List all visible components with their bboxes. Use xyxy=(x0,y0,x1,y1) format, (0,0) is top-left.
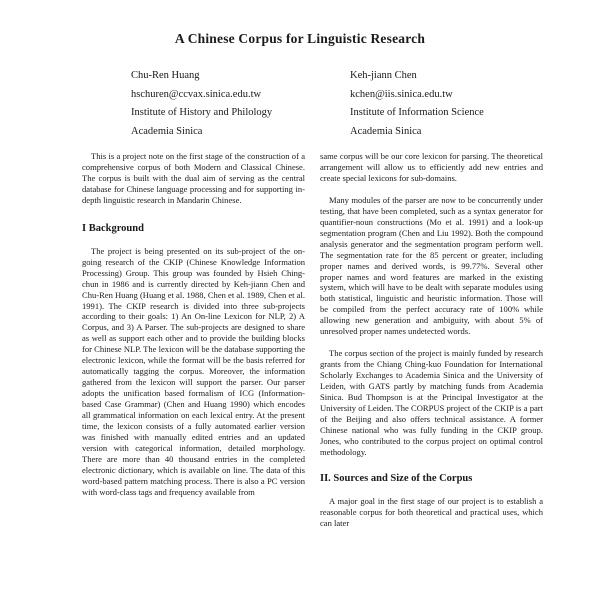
author-email: kchen@iis.sinica.edu.tw xyxy=(350,88,453,100)
author-organization: Academia Sinica xyxy=(350,126,422,138)
author-block-2 xyxy=(350,67,484,142)
funding-paragraph: The corpus section of the project is mainly funded by research grants from the Chiang Ching-kuo Foundation for International Scholarly Exchanges to Academia Sinica and the University of Leiden, with GATS partly by matching funds from Academia Sinica. Bud Thompson is at the Principal Investigator at the University of Leiden. The CORPUS project of the CKIP is a part of the Beijing and also offers technical assistance. A former Chinese national who was fully funding in the CKIP group. Jones, who contributed to the corpus project on optimal control methodology. xyxy=(320,348,543,457)
continued-paragraph: same corpus will be our core lexicon for parsing. The theoretical arrangement will allow us to efficiently add new entries and create special lexicons for sub-domains. xyxy=(320,151,543,183)
right-column xyxy=(320,151,543,540)
sources-paragraph: A major goal in the first stage of our project is to establish a reasonable corpus for both theoretical and practical uses, which can later xyxy=(320,495,543,528)
section-heading-background: I Background xyxy=(82,222,144,234)
abstract-paragraph: This is a project note on the first stage of the construction of a comprehensive corpus of both Modern and Classical Chinese. The corpus is built with the dual aim of serving as the central database for Chinese language processing and for supporting in-depth linguistic research in Mandarin Chinese. xyxy=(82,151,305,205)
author-block-1 xyxy=(131,67,272,142)
background-paragraph: The project is being presented on its sub-project of the on-going research of the CKIP (Chinese Knowledge Information Processing) Group. This group was founded by Hsieh Ching-chun in 1986 and is currently directed by Keh-jiann Chen and Chu-Ren Huang (Huang et al. 1988, Chen et al. 1989, Chen et al. 1991). The CKIP research is divided into three sub-projects according to their goals: 1) An On-line Lexicon for NLP, 2) A Corpus, and 3) A Parser. The sub-projects are designed to share as well as support each other and to provide the building blocks for Chinese NLP. The lexicon will be the database supporting the electronic lexicon, while the format will be the basis referred for automatically tagging the corpus. Moreover, the information gathered from the lexicon will support the parser. Our parser adopts the unification based formalism of ICG (Information-based Case Grammar) (Chen and Huang 1990) which encodes all grammatical information on each lexical entry. At the present time, the lexicon consists of a fully automated earlier version was finished with manually edited entries and an updated version with categorical information, detailed morphology. There are more than 40 thousand entries in the completed electronic dictionary, which is available on line. The data of this word-based pattern matching process. There is also a PC version with word-class tags and frequency available from xyxy=(82,245,305,497)
author-institute: Institute of History and Philology xyxy=(131,107,273,119)
parser-modules-paragraph: Many modules of the parser are now to be concurrently under testing, that have been completed, such as a syntax generator for quantifier-noun constructions (Mo et al. 1991) and a look-up segmentation program (Chen and Liu 1992). Both the compound analysis generator and the segmentation program perform well. The segmentation rate for the 85 percent or greater, including proper names and derived words, is 99.77%. Several other proper names and word features are marked in the existing system, which will have to be dealt with separate modules using both statistical, linguistic and heuristic information. Those will be compiled from the perfect accuracy rate of 100% while allowing new generation and ambiguity, with about 5% of unresolved proper names undetected words. xyxy=(320,194,543,337)
author-name: Chu-Ren Huang xyxy=(131,70,200,81)
author-email: hschuren@ccvax.sinica.edu.tw xyxy=(131,88,262,100)
left-column xyxy=(82,151,305,509)
author-institute: Institute of Information Science xyxy=(350,107,484,119)
author-organization: Academia Sinica xyxy=(131,126,203,138)
section-heading-sources: II. Sources and Size of the Corpus xyxy=(320,472,473,484)
paper-title: A Chinese Corpus for Linguistic Research xyxy=(174,31,426,46)
author-name: Keh-jiann Chen xyxy=(350,70,417,81)
